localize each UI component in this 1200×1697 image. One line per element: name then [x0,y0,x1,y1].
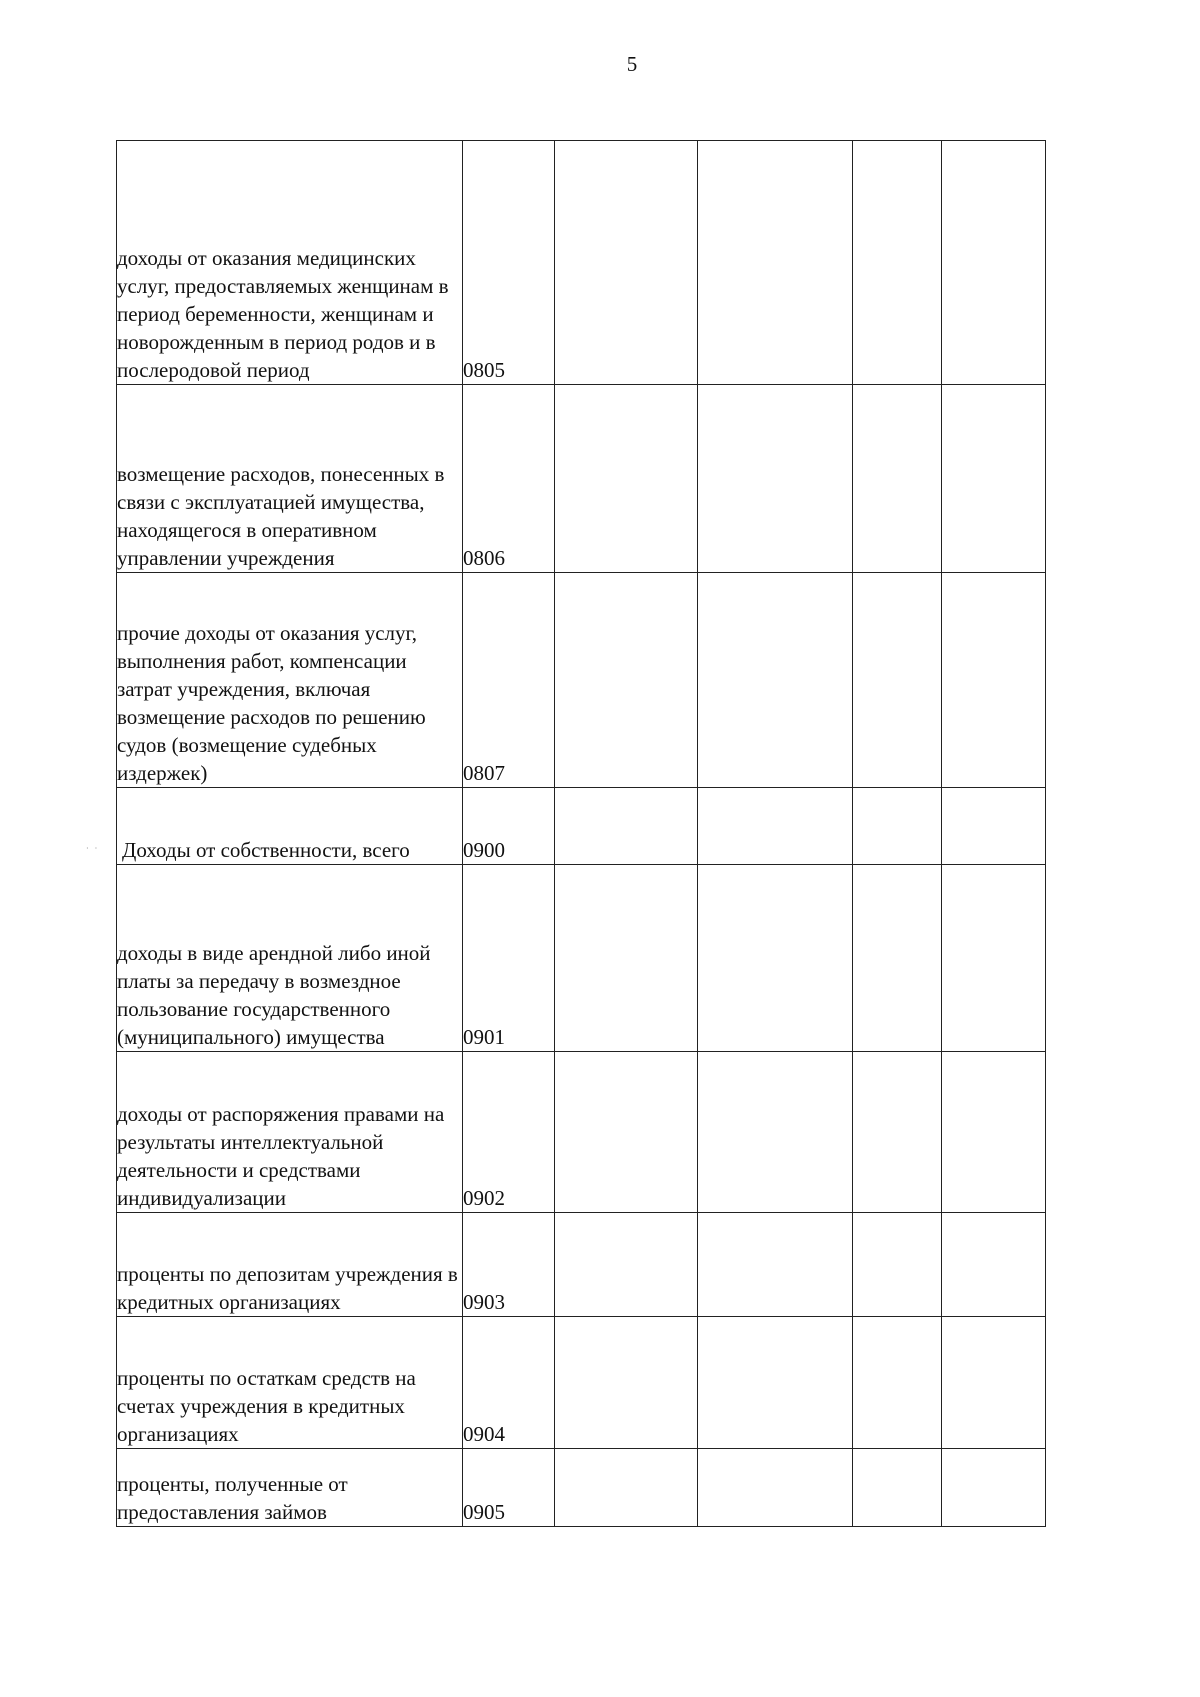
table-row [117,1213,1046,1317]
value-cell [942,1213,1046,1317]
row-name: доходы от распоряжения правами на результаты интеллектуальной деятельности и средствами индивидуализации [117,1052,463,1213]
value-cell [555,141,698,385]
value-cell [555,788,698,865]
value-cell [942,573,1046,788]
row-name: прочие доходы от оказания услуг, выполнения работ, компенсации затрат учреждения, включая возмещение расходов по решению судов (возмещение судебных издержек) [117,573,463,788]
value-cell [698,573,853,788]
page-number: 5 [626,52,638,76]
value-cell [555,865,698,1052]
value-cell [853,1317,942,1449]
row-code: 0900 [463,788,555,865]
value-cell [853,385,942,573]
value-cell [853,1449,942,1527]
value-cell [942,1449,1046,1527]
row-name: возмещение расходов, понесенных в связи с эксплуатацией имущества, находящегося в оперативном управлении учреждения [117,385,463,573]
value-cell [853,573,942,788]
row-code: 0905 [463,1449,555,1527]
table-row [117,141,1046,385]
row-name: проценты по остаткам средств на счетах учреждения в кредитных организациях [117,1317,463,1449]
table-row [117,1052,1046,1213]
value-cell [698,1213,853,1317]
value-cell [853,141,942,385]
table-row [117,865,1046,1052]
row-code: 0904 [463,1317,555,1449]
value-cell [698,788,853,865]
table-row [117,1449,1046,1527]
row-code: 0903 [463,1213,555,1317]
value-cell [853,865,942,1052]
row-code: 0902 [463,1052,555,1213]
value-cell [698,1052,853,1213]
table-row [117,385,1046,573]
value-cell [698,865,853,1052]
row-name: доходы от оказания медицинских услуг, предоставляемых женщинам в период беременности, женщинам и новорожденным в период родов и в послеродовой период [117,141,463,385]
row-code: 0806 [463,385,555,573]
table-row [117,788,1046,865]
row-code: 0901 [463,865,555,1052]
value-cell [555,1449,698,1527]
value-cell [853,788,942,865]
row-name: доходы в виде арендной либо иной платы за передачу в возмездное пользование государственного (муниципального) имущества [117,865,463,1052]
value-cell [555,1317,698,1449]
value-cell [698,141,853,385]
row-code: 0805 [463,141,555,385]
value-cell [853,1052,942,1213]
row-name: Доходы от собственности, всего [117,788,463,865]
value-cell [942,385,1046,573]
value-cell [942,1317,1046,1449]
value-cell [942,865,1046,1052]
value-cell [942,788,1046,865]
value-cell [555,1052,698,1213]
income-table [116,140,1046,1527]
value-cell [853,1213,942,1317]
value-cell [698,1317,853,1449]
row-name: проценты, полученные от предоставления займов [117,1449,463,1527]
row-code: 0807 [463,573,555,788]
table-row [117,573,1046,788]
value-cell [698,385,853,573]
value-cell [555,1213,698,1317]
value-cell [555,385,698,573]
value-cell [942,1052,1046,1213]
row-name: проценты по депозитам учреждения в кредитных организациях [117,1213,463,1317]
value-cell [698,1449,853,1527]
value-cell [942,141,1046,385]
value-cell [555,573,698,788]
margin-mark: · · [86,844,100,853]
table-row [117,1317,1046,1449]
